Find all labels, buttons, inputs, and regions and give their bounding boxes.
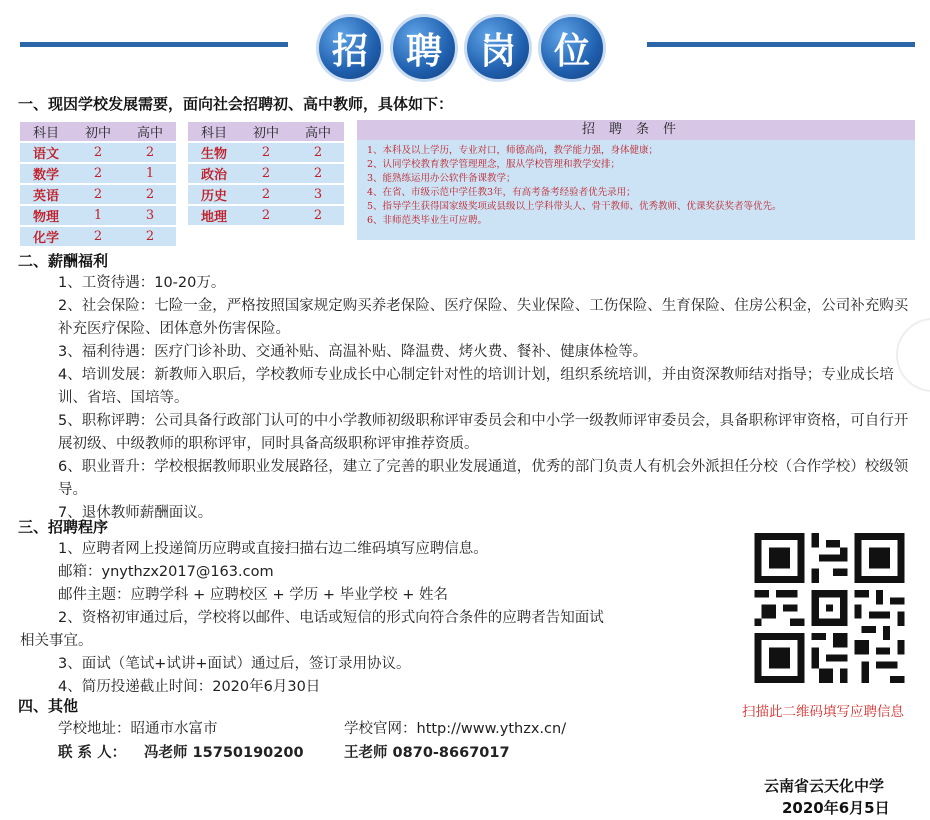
title-char: 位: [538, 14, 606, 82]
section1-heading: 一、现因学校发展需要，面向社会招聘初、高中教师，具体如下：: [18, 95, 454, 113]
table-header: 高中: [124, 122, 176, 141]
table-header: 初中: [240, 122, 292, 141]
subject-cell: 英语: [20, 185, 72, 204]
table-header: 科目: [20, 122, 72, 141]
table-header: 初中: [72, 122, 124, 141]
benefit-item: 2、社会保险：七险一金，严格按照国家规定购买养老保险、医疗保险、失业保险、工伤保险、生育保险、住房公积金，公司补充购买补充医疗保险、团体意外伤害保险。: [58, 298, 909, 337]
senior-count: 2: [124, 227, 176, 246]
subject-cell: 物理: [20, 206, 72, 225]
table-header: 科目: [188, 122, 240, 141]
subject-cell: 数学: [20, 164, 72, 183]
subject-table-middle: [188, 120, 344, 227]
conditions-panel: [357, 120, 915, 240]
junior-count: 2: [72, 227, 124, 246]
conditions-title: 招聘条件: [357, 120, 915, 140]
junior-count: 2: [240, 164, 292, 183]
subject-cell: 政治: [188, 164, 240, 183]
table-header-row: [188, 122, 344, 141]
condition-item: 1、本科及以上学历，专业对口，师德高尚，教学能力强，身体健康；: [367, 145, 659, 156]
section2-heading: 二、薪酬福利: [18, 252, 109, 270]
senior-count: 3: [124, 206, 176, 225]
benefit-item: 1、工资待遇：10-20万。: [58, 275, 226, 291]
subject-table-left: [20, 120, 176, 248]
benefit-item: 7、退休教师薪酬面议。: [58, 505, 213, 521]
subject-cell: 生物: [188, 143, 240, 162]
senior-count: 2: [292, 164, 344, 183]
table-row: [20, 185, 176, 204]
table-row: [188, 185, 344, 204]
junior-count: 2: [240, 185, 292, 204]
section4-heading: 四、其他: [18, 697, 79, 715]
condition-item: 2、认同学校教育教学管理理念，服从学校管理和教学安排；: [367, 159, 621, 170]
subject-cell: 化学: [20, 227, 72, 246]
signature-date: 2020年6月5日: [782, 799, 890, 817]
email-text: 邮箱：ynythzx2017@163.com: [58, 564, 274, 580]
table-row: [20, 143, 176, 162]
junior-count: 2: [240, 143, 292, 162]
table-row: [20, 206, 176, 225]
senior-count: 1: [124, 164, 176, 183]
school-address: 学校地址：昭通市水富市: [58, 721, 218, 737]
condition-item: 6、非师范类毕业生可应聘。: [367, 215, 488, 226]
senior-count: 2: [292, 206, 344, 225]
table-row: [20, 227, 176, 246]
condition-item: 3、能熟练运用办公软件备课教学；: [367, 173, 516, 184]
table-header-row: [20, 122, 176, 141]
benefit-item: 4、培训发展：新教师入职后，学校教师专业成长中心制定针对性的培训计划，组织系统培训，并由资深教师结对指导；专业成长培训、省培、国培等。: [58, 367, 894, 406]
senior-count: 2: [124, 143, 176, 162]
benefit-item: 5、职称评聘：公司具备行政部门认可的中小学教师初级职称评审委员会和中小学一级教师评审委员会，具备职称评审资格，可自行开展初级、中级教师的职称评审，同时具备高级职称评审推荐资质。: [58, 413, 909, 452]
procedure-step: 3、面试（笔试+试讲+面试）通过后，签订录用协议。: [58, 656, 411, 672]
table-row: [20, 164, 176, 183]
school-name-signature: 云南省云天化中学: [764, 777, 885, 795]
contact-person-1: 冯老师 15750190200: [144, 745, 304, 761]
page-title: [316, 14, 606, 82]
qr-code[interactable]: [753, 533, 906, 683]
benefit-item: 6、职业晋升：学校根据教师职业发展路径，建立了完善的职业发展通道，优秀的部门负责人有机会外派担任分校（合作学校）校级领导。: [58, 459, 909, 498]
contact-person-2: 王老师 0870-8667017: [344, 745, 510, 761]
procedure-step: 2、资格初审通过后，学校将以邮件、电话或短信的形式向符合条件的应聘者告知面试: [58, 610, 604, 626]
junior-count: 2: [72, 164, 124, 183]
header-line-right: [647, 42, 915, 47]
subject-cell: 语文: [20, 143, 72, 162]
table-row: [188, 206, 344, 225]
header-line-left: [20, 42, 288, 47]
junior-count: 2: [72, 143, 124, 162]
procedure-step: 4、简历投递截止时间：2020年6月30日: [58, 679, 321, 695]
qr-caption: 扫描此二维码填写应聘信息: [742, 704, 904, 720]
title-char: 招: [316, 14, 384, 82]
school-website[interactable]: 学校官网：http://www.ythzx.cn/: [344, 721, 567, 737]
condition-item: 5、指导学生获得国家级奖项或县级以上学科带头人、骨干教师、优秀教师、优课奖获奖者等优先。: [367, 201, 782, 212]
procedure-step-cont: 相关事宜。: [20, 633, 93, 649]
section3-heading: 三、招聘程序: [18, 518, 109, 536]
junior-count: 2: [240, 206, 292, 225]
table-header: 高中: [292, 122, 344, 141]
benefits-list: [20, 272, 915, 525]
mail-subject-text: 邮件主题：应聘学科 + 应聘校区 + 学历 + 毕业学校 + 姓名: [58, 587, 448, 603]
table-row: [188, 164, 344, 183]
senior-count: 2: [292, 143, 344, 162]
junior-count: 1: [72, 206, 124, 225]
conditions-list: [357, 140, 915, 228]
title-char: 岗: [464, 14, 532, 82]
contact-label: 联 系 人：: [58, 745, 127, 761]
senior-count: 3: [292, 185, 344, 204]
condition-item: 4、在省、市级示范中学任教3年，有高考备考经验者优先录用；: [367, 187, 636, 198]
title-char: 聘: [390, 14, 458, 82]
subject-cell: 历史: [188, 185, 240, 204]
procedure-step: 1、应聘者网上投递简历应聘或直接扫描右边二维码填写应聘信息。: [58, 541, 488, 557]
table-row: [188, 143, 344, 162]
junior-count: 2: [72, 185, 124, 204]
subject-cell: 地理: [188, 206, 240, 225]
benefit-item: 3、福利待遇：医疗门诊补助、交通补贴、高温补贴、降温费、烤火费、餐补、健康体检等。: [58, 344, 648, 360]
senior-count: 2: [124, 185, 176, 204]
